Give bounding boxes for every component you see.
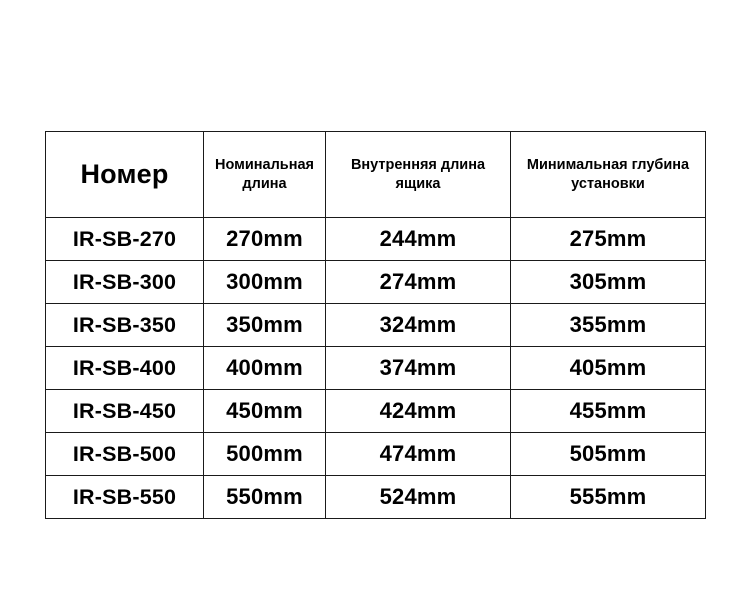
cell-min-install-depth: 405mm [511,347,706,390]
cell-min-install-depth: 275mm [511,218,706,261]
spec-table-container [45,131,705,519]
column-header-inner-drawer-length-label: Внутренняя длина ящика [350,156,486,192]
table-row [46,476,706,519]
cell-nominal-length: 450mm [204,390,326,433]
cell-inner-drawer-length: 524mm [326,476,511,519]
specification-table [45,131,706,519]
column-header-min-install-depth-label: Минимальная глубина установки [526,156,690,192]
cell-inner-drawer-length: 274mm [326,261,511,304]
cell-min-install-depth: 455mm [511,390,706,433]
cell-inner-drawer-length: 374mm [326,347,511,390]
cell-model: IR-SB-500 [46,433,204,476]
cell-model: IR-SB-300 [46,261,204,304]
cell-min-install-depth: 555mm [511,476,706,519]
column-header-inner-drawer-length [326,132,511,218]
column-header-nominal-length-label: Номинальная длина [214,156,314,192]
cell-inner-drawer-length: 244mm [326,218,511,261]
table-header-row [46,132,706,218]
column-header-model [46,132,204,218]
table-row [46,304,706,347]
table-row [46,218,706,261]
cell-model: IR-SB-270 [46,218,204,261]
column-header-nominal-length [204,132,326,218]
cell-model: IR-SB-450 [46,390,204,433]
table-row [46,261,706,304]
cell-inner-drawer-length: 424mm [326,390,511,433]
cell-nominal-length: 550mm [204,476,326,519]
cell-model: IR-SB-550 [46,476,204,519]
table-row [46,433,706,476]
cell-nominal-length: 500mm [204,433,326,476]
table-row [46,347,706,390]
cell-nominal-length: 350mm [204,304,326,347]
table-row [46,390,706,433]
cell-nominal-length: 400mm [204,347,326,390]
cell-model: IR-SB-350 [46,304,204,347]
cell-min-install-depth: 305mm [511,261,706,304]
column-header-model-label: Номер [80,159,169,189]
cell-min-install-depth: 505mm [511,433,706,476]
cell-inner-drawer-length: 474mm [326,433,511,476]
cell-model: IR-SB-400 [46,347,204,390]
cell-nominal-length: 300mm [204,261,326,304]
column-header-min-install-depth [511,132,706,218]
cell-nominal-length: 270mm [204,218,326,261]
cell-min-install-depth: 355mm [511,304,706,347]
cell-inner-drawer-length: 324mm [326,304,511,347]
